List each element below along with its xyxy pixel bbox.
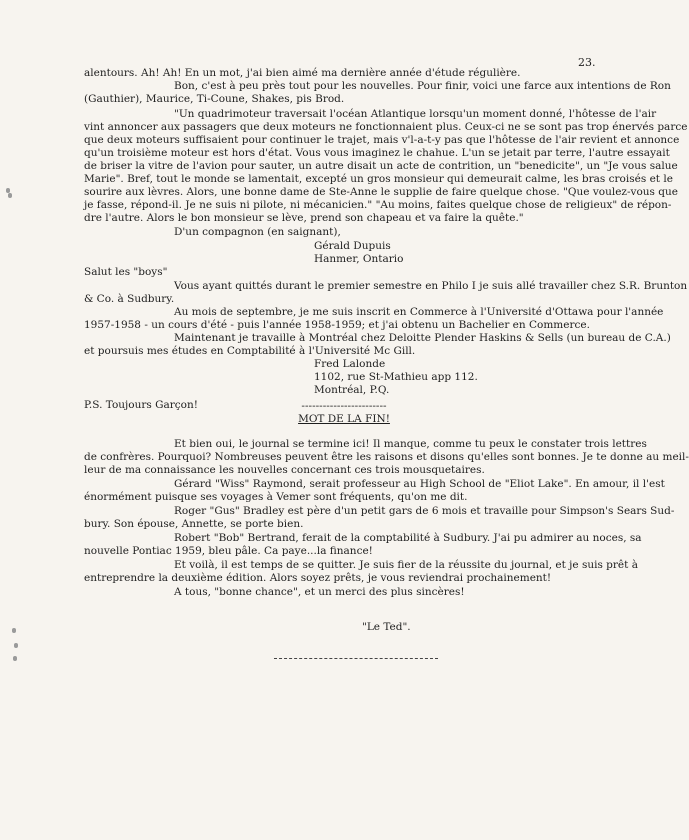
signature-name: Fred Lalonde bbox=[314, 358, 386, 370]
paragraph-line: que deux moteurs suffisaient pour continuer le trajet, mais v'l-a-t-y pas que l'hôtesse de l'air revient et annonce bbox=[84, 134, 680, 146]
paragraph-line: vint annoncer aux passagers que deux moteurs ne fonctionnaient plus. Ceux-ci ne se sont pas trop énervés parce bbox=[84, 121, 688, 133]
paragraph-line: Bon, c'est à peu près tout pour les nouvelles. Pour finir, voici une farce aux intentions de Ron bbox=[174, 80, 671, 92]
paragraph-line: bury. Son épouse, Annette, se porte bien. bbox=[84, 518, 304, 530]
paragraph-line: alentours. Ah! Ah! En un mot, j'ai bien aimé ma dernière année d'étude régulière. bbox=[84, 67, 521, 79]
paragraph-line: nouvelle Pontiac 1959, bleu pâle. Ca paye...la finance! bbox=[84, 545, 373, 557]
paragraph-line: énormément puisque ses voyages à Vemer sont fréquents, qu'on me dit. bbox=[84, 491, 468, 503]
signature-place: Hanmer, Ontario bbox=[314, 253, 404, 265]
scan-mark bbox=[12, 628, 16, 633]
paragraph-line: A tous, "bonne chance", et un merci des plus sincères! bbox=[174, 586, 465, 598]
section-rule: ------------------------ bbox=[301, 400, 387, 412]
page-number: 23. bbox=[578, 56, 596, 69]
signature-address: 1102, rue St-Mathieu app 112. bbox=[314, 371, 478, 383]
postscript: P.S. Toujours Garçon! bbox=[84, 399, 198, 411]
paragraph-line: Au mois de septembre, je me suis inscrit en Commerce à l'Université d'Ottawa pour l'année bbox=[174, 306, 664, 318]
scan-mark bbox=[8, 193, 12, 198]
paragraph-line: dre l'autre. Alors le bon monsieur se lève, prend son chapeau et va faire la quête." bbox=[84, 212, 524, 224]
salutation: Salut les "boys" bbox=[84, 266, 168, 278]
paragraph-line: 1957-1958 - un cours d'été - puis l'année 1958-1959; et j'ai obtenu un Bachelier en Commerce. bbox=[84, 319, 590, 331]
paragraph-line: & Co. à Sudbury. bbox=[84, 293, 175, 305]
signoff: "Le Ted". bbox=[362, 621, 411, 633]
paragraph-line: Maintenant je travaille à Montréal chez Deloitte Plender Haskins & Sells (un bureau de C.A.) bbox=[174, 332, 671, 344]
scan-mark bbox=[14, 643, 18, 648]
signature-name: Gérald Dupuis bbox=[314, 240, 391, 252]
paragraph-line: entreprendre la deuxième édition. Alors soyez prêts, je vous reviendrai prochainement! bbox=[84, 572, 552, 584]
paragraph-line: D'un compagnon (en saignant), bbox=[174, 226, 341, 238]
paragraph-line: je fasse, répond-il. Je ne suis ni pilote, ni mécanicien." "Au moins, faites quelque chose de religieux" de répon- bbox=[84, 199, 672, 211]
paragraph-line: sourire aux lèvres. Alors, une bonne dame de Ste-Anne le supplie de faire quelque chose. "Que voulez-vous que bbox=[84, 186, 678, 198]
paragraph-line: Gérard "Wiss" Raymond, serait professeur au High School de "Eliot Lake". En amour, il l'est bbox=[174, 478, 665, 490]
paragraph-line: de confrères. Pourquoi? Nombreuses peuvent être les raisons et disons qu'elles sont bonnes. Je te donne au meil- bbox=[84, 451, 689, 463]
paragraph-line: Robert "Bob" Bertrand, ferait de la comptabilité à Sudbury. J'ai pu admirer au noces, sa bbox=[174, 532, 642, 544]
paragraph-line: Et bien oui, le journal se termine ici! Il manque, comme tu peux le constater trois lettres bbox=[174, 438, 647, 450]
paragraph-line: Marie". Bref, tout le monde se lamentait, excepté un gros monsieur qui demeurait calme, les bras croisés et le bbox=[84, 173, 673, 185]
divider bbox=[274, 658, 438, 659]
scan-mark bbox=[13, 656, 17, 661]
paragraph-line: Et voilà, il est temps de se quitter. Je suis fier de la réussite du journal, et je suis prêt à bbox=[174, 559, 638, 571]
section-title: MOT DE LA FIN! bbox=[298, 413, 390, 425]
paragraph-line: de briser la vitre de l'avion pour sauter, un autre disait un acte de contrition, un "benedicite", un "Je vous salue bbox=[84, 160, 678, 172]
paragraph-line: Vous ayant quittés durant le premier semestre en Philo I je suis allé travailler chez S.R. Brunton bbox=[174, 280, 688, 292]
paragraph-line: Roger "Gus" Bradley est père d'un petit gars de 6 mois et travaille pour Simpson's Sears Sud- bbox=[174, 505, 675, 517]
paragraph-line: et poursuis mes études en Comptabilité à l'Université Mc Gill. bbox=[84, 345, 416, 357]
paragraph-line: leur de ma connaissance les nouvelles concernant ces trois mousquetaires. bbox=[84, 464, 485, 476]
paragraph-line: qu'un troisième moteur est hors d'état. Vous vous imaginez le chahue. L'un se jetait par terre, l'autre essayait bbox=[84, 147, 670, 159]
paragraph-line: (Gauthier), Maurice, Ti-Coune, Shakes, pis Brod. bbox=[84, 93, 345, 105]
signature-city: Montréal, P.Q. bbox=[314, 384, 390, 396]
paragraph-line: "Un quadrimoteur traversait l'océan Atlantique lorsqu'un moment donné, l'hôtesse de l'air bbox=[174, 108, 657, 120]
